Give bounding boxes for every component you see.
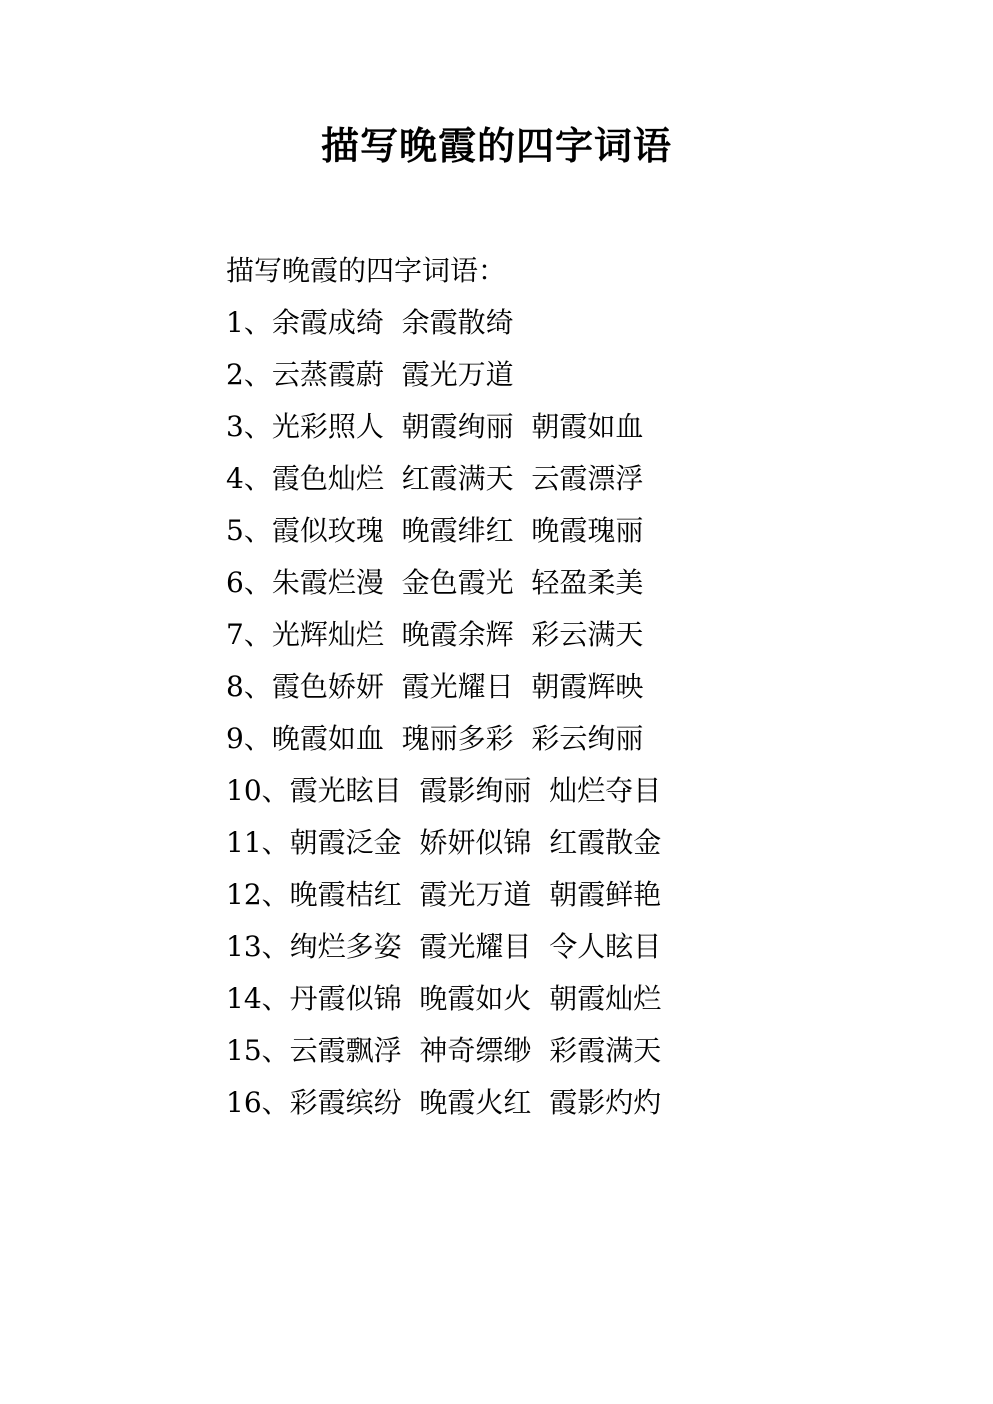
list-item: 13、绚烂多姿 霞光耀目 令人眩目 <box>226 930 662 963</box>
list-item: 11、朝霞泛金 娇妍似锦 红霞散金 <box>226 826 662 859</box>
list-item: 10、霞光眩目 霞影绚丽 灿烂夺目 <box>226 774 662 807</box>
list-item: 7、光辉灿烂 晚霞余辉 彩云满天 <box>226 618 644 651</box>
intro-line: 描写晚霞的四字词语： <box>226 254 507 287</box>
list-item: 15、云霞飘浮 神奇缥缈 彩霞满天 <box>226 1034 662 1067</box>
document-body <box>226 245 926 1129</box>
list-item: 9、晚霞如血 瑰丽多彩 彩云绚丽 <box>226 722 644 755</box>
list-item: 14、丹霞似锦 晚霞如火 朝霞灿烂 <box>226 982 662 1015</box>
list-item: 16、彩霞缤纷 晚霞火红 霞影灼灼 <box>226 1086 662 1119</box>
page-title: 描写晚霞的四字词语 <box>320 124 672 168</box>
list-item: 5、霞似玫瑰 晚霞绯红 晚霞瑰丽 <box>226 514 644 547</box>
list-item: 3、光彩照人 朝霞绚丽 朝霞如血 <box>226 410 644 443</box>
list-item: 1、余霞成绮 余霞散绮 <box>226 306 514 339</box>
list-item: 2、云蒸霞蔚 霞光万道 <box>226 358 514 391</box>
list-item: 6、朱霞烂漫 金色霞光 轻盈柔美 <box>226 566 644 599</box>
list-item: 4、霞色灿烂 红霞满天 云霞漂浮 <box>226 462 644 495</box>
list-item: 12、晚霞桔红 霞光万道 朝霞鲜艳 <box>226 878 662 911</box>
list-item: 8、霞色娇妍 霞光耀日 朝霞辉映 <box>226 670 644 703</box>
